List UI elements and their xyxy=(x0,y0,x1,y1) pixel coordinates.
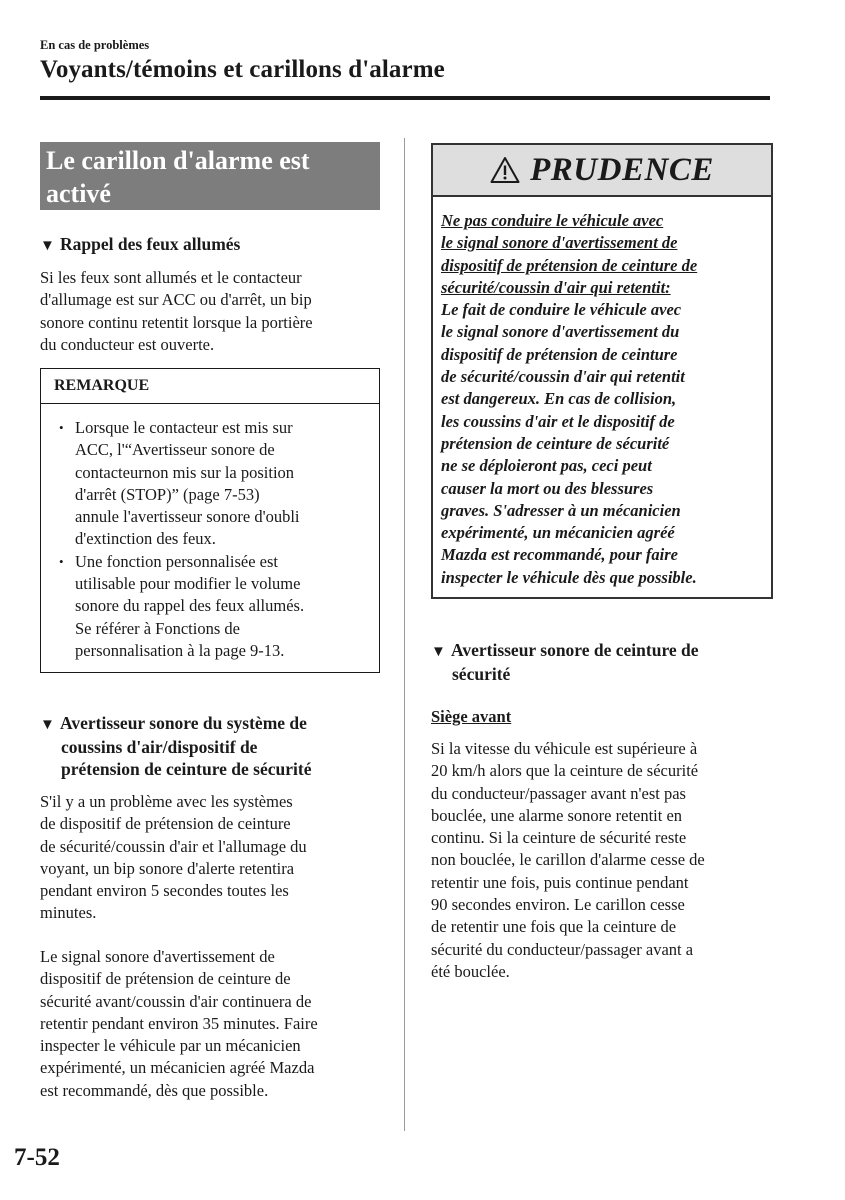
note-item xyxy=(41,551,379,662)
subheading-airbag-line3: prétension de ceinture de sécurité xyxy=(61,759,312,779)
note-item-text: Lorsque le contacteur est mis sur ACC, l'“Avertisseur sonore de contacteurnon mis sur la position d'arrêt (STOP)” (page 7-53) annule l'avertisseur sonore d'oubli d'extinction des feux. xyxy=(75,418,300,549)
note-item-text: Une fonction personnalisée est utilisable pour modifier le volume sonore du rappel des feux allumés. Se référer à Fonctions de personnalisation à la page 9-13. xyxy=(75,551,305,660)
bullet-icon: • xyxy=(59,553,64,569)
note-item xyxy=(41,417,379,551)
subheading-airbag-line1: Avertisseur sonore du système de xyxy=(60,713,307,733)
paragraph-airbag-chime-2: Le signal sonore d'avertissement de dispositif de prétension de ceinture de sécurité avant/coussin d'air continuera de retentir pendant environ 35 minutes. Faire inspecter le véhicule par un mécanicien expérimenté, un mécanicien agréé Mazda est recommandé, dès que possible. xyxy=(40,947,318,1100)
running-section-label: En cas de problèmes xyxy=(40,38,150,52)
triangle-down-icon: ▼ xyxy=(40,238,55,254)
section-heading xyxy=(40,142,380,210)
title-rule xyxy=(40,96,770,100)
caution-warning-underlined: Ne pas conduire le véhicule avec le signal sonore d'avertissement de dispositif de prétension de ceinture de sécurité/coussin d'air qui retentit: xyxy=(441,211,698,297)
subheading-airbag-line2: coussins d'air/dispositif de xyxy=(61,737,258,757)
subheading-lights-reminder-text: Rappel des feux allumés xyxy=(60,234,241,254)
page-number: 7-52 xyxy=(14,1144,60,1171)
subheading-seatbelt-chime xyxy=(431,639,776,685)
section-heading-text: Le carillon d'alarme est activé xyxy=(46,146,310,208)
subheading-lights-reminder xyxy=(40,233,240,257)
subheading-seatbelt-line1: Avertisseur sonore de ceinture de xyxy=(451,640,699,660)
caution-box xyxy=(431,143,773,599)
triangle-down-icon: ▼ xyxy=(431,644,446,660)
note-title: REMARQUE xyxy=(41,369,379,404)
subheading-front-seat: Siège avant xyxy=(431,707,512,726)
warning-triangle-icon xyxy=(490,156,520,184)
caution-warning-text: Le fait de conduire le véhicule avec le signal sonore d'avertissement du dispositif de prétension de ceinture de sécurité/coussin d'air qui retentit est dangereux. En cas de collision, les coussins d'air et le dispositif de prétension de ceinture de sécurité ne se déploieront pas, ceci peut causer la mort ou des blessures graves. S'adresser à un mécanicien expérimenté, un mécanicien agréé Mazda est recommandé, pour faire inspecter le véhicule dès que possible. xyxy=(441,300,697,587)
paragraph-lights-reminder: Si les feux sont allumés et le contacteur d'allumage est sur ACC ou d'arrêt, un bip sonore continu retentit lorsque la portière du conducteur est ouverte. xyxy=(40,268,313,354)
subheading-seatbelt-line2: sécurité xyxy=(452,664,511,684)
bullet-icon: • xyxy=(59,420,64,435)
note-list xyxy=(41,404,379,662)
triangle-down-icon: ▼ xyxy=(40,717,55,733)
subheading-airbag-chime xyxy=(40,712,390,780)
page-title: Voyants/témoins et carillons d'alarme xyxy=(40,56,445,83)
caution-header xyxy=(433,145,771,197)
note-box xyxy=(40,368,380,673)
paragraph-seatbelt-chime: Si la vitesse du véhicule est supérieure à 20 km/h alors que la ceinture de sécurité du conducteur/passager avant n'est pas bouclée, une alarme sonore retentit en continu. Si la ceinture de sécurité reste non bouclée, le carillon d'alarme cesse de retentir une fois, puis continue pendant 90 secondes environ. Le carillon cesse de retentir une fois que la ceinture de sécurité du conducteur/passager avant a été bouclée. xyxy=(431,739,705,981)
paragraph-airbag-chime-1: S'il y a un problème avec les systèmes de dispositif de prétension de ceinture de sécurité/coussin d'air et l'allumage du voyant, un bip sonore d'alerte retentira pendant environ 5 secondes toutes les minutes. xyxy=(40,792,307,923)
caution-body xyxy=(433,197,771,589)
caution-title: PRUDENCE xyxy=(530,151,714,188)
column-divider xyxy=(404,138,405,1131)
